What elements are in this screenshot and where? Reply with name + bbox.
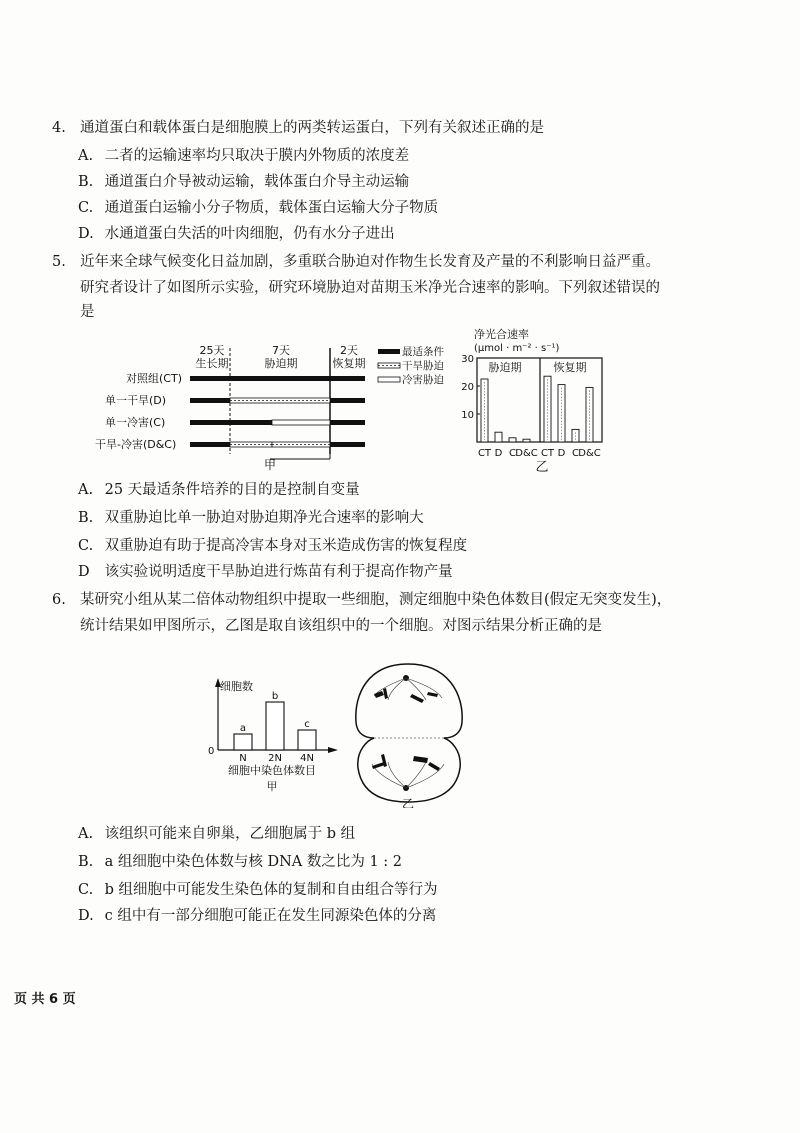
q5-figure-yi-chart	[452, 324, 627, 484]
legend-drought-swatch	[378, 363, 400, 368]
c-bar-recovery	[330, 420, 365, 425]
q5-option-b[interactable]: B. 双重胁迫比单一胁迫对胁迫期净光合速率的影响大	[78, 510, 424, 526]
q4-stem	[52, 118, 544, 138]
q5-option-a[interactable]: A. 25 天最适条件培养的目的是控制自变量	[78, 482, 360, 498]
legend-drought-label: 干旱胁迫	[402, 360, 444, 372]
d-bar-growth	[190, 398, 230, 403]
phase-1-name: 生长期	[195, 357, 229, 370]
group-label-d: 单一干旱(D)	[105, 394, 167, 407]
page-footer: 页 共 6 页	[14, 992, 76, 1007]
c-bar-growth	[190, 420, 230, 425]
phase-2-days: 7天	[272, 344, 290, 357]
y-tick-label-0: 10	[461, 410, 474, 421]
chart-ylabel: (μmol · m⁻² · s⁻¹)	[474, 343, 560, 354]
legend-optimal-swatch	[378, 349, 400, 354]
q4-number: 4.	[52, 120, 66, 136]
c-bar-optimal	[230, 420, 272, 425]
ct-bar	[190, 376, 365, 381]
x-tick-label-D&C-panel-1: D&C	[578, 448, 601, 459]
q6-stem-line-1: 6. 某研究小组从某二倍体动物组织中提取一些细胞，测定细胞中染色体数目(假定无突变发生)，	[52, 592, 672, 608]
q5-stem-line-3: 是	[80, 304, 95, 320]
chart-title: 净光合速率	[474, 328, 529, 341]
bar-label-a: a	[239, 723, 247, 734]
q4-option-b[interactable]: B. 通道蛋白介导被动运输，载体蛋白介导主动运输	[78, 174, 410, 190]
bar-a	[234, 734, 252, 750]
q6-number: 6.	[52, 592, 66, 608]
c-bar-cold	[272, 420, 330, 425]
origin-label: 0	[208, 746, 215, 757]
bar-label-c: c	[304, 719, 310, 730]
bar-label-b: b	[271, 691, 279, 702]
bar-c	[298, 730, 316, 750]
q5-option-d[interactable]: D 该实验说明适度干旱胁迫进行炼苗有利于提高作物产量	[78, 564, 453, 580]
figure-jia-caption: 甲	[263, 458, 277, 472]
legend-optimal-label: 最适条件	[402, 346, 444, 358]
x-tick-label-CT-panel-1: CT	[540, 448, 555, 459]
y-tick-label-2: 30	[461, 354, 474, 365]
x-tick-2N: 2N	[268, 753, 282, 764]
phase-1-days: 25天	[199, 344, 225, 357]
dc-bar-growth	[190, 442, 230, 447]
x-tick-4N: 4N	[300, 753, 314, 764]
q5-number: 5.	[52, 254, 66, 270]
q6-stem-line-2: 统计结果如甲图所示，乙图是取自该组织中的一个细胞。对图示结果分析正确的是	[80, 618, 602, 634]
x-tick-label-D-panel-0: D	[494, 448, 503, 459]
legend-cold-label: 冷害胁迫	[402, 374, 444, 386]
q6-option-b[interactable]: B. a 组细胞中染色体数与核 DNA 数之比为 1 : 2	[78, 854, 403, 870]
q4-option-c[interactable]: C. 通道蛋白运输小分子物质，载体蛋白运输大分子物质	[78, 200, 439, 216]
group-label-c: 单一冷害(C)	[105, 416, 166, 429]
q6-option-c[interactable]: C. b 组细胞中可能发生染色体的复制和自由组合等行为	[78, 882, 438, 898]
x-tick-label-C-panel-1: C	[572, 448, 579, 459]
cell-caption: 乙	[401, 797, 415, 808]
q6-option-d[interactable]: D. c 组中有一部分细胞可能正在发生同源染色体的分离	[78, 908, 437, 924]
q6-option-a[interactable]: A. 该组织可能来自卵巢，乙细胞属于 b 组	[78, 826, 356, 842]
phase-3-days: 2天	[340, 344, 358, 357]
x-tick-label-CT-panel-0: CT	[477, 448, 492, 459]
chromosomes-bottom	[372, 754, 440, 771]
chart2-xlabel: 细胞中染色体数目	[228, 764, 316, 777]
chromosomes-top	[374, 688, 438, 703]
group-label-ct: 对照组(CT)	[126, 372, 182, 385]
dc-bar-recovery	[330, 442, 365, 447]
y-tick-label-1: 20	[461, 382, 474, 393]
d-bar-recovery	[330, 398, 365, 403]
chart2-ylabel: 细胞数	[220, 680, 253, 693]
q5-stem-line-2: 研究者设计了如图所示实验，研究环境胁迫对苗期玉米净光合速率的影响。下列叙述错误的	[80, 280, 660, 296]
q5-option-c[interactable]: C. 双重胁迫有助于提高冷害本身对玉米造成伤害的恢复程度	[78, 538, 468, 554]
legend-cold-swatch	[378, 377, 400, 382]
bar-D-panel-0	[495, 432, 502, 442]
q4-option-a[interactable]: A. 二者的运输速率均只取决于膜内外物质的浓度差	[78, 148, 410, 164]
panel-label-stress: 胁迫期	[488, 361, 522, 374]
chart2-caption: 甲	[266, 780, 278, 793]
q5-figure-jia	[95, 336, 450, 472]
x-tick-label-D-panel-1: D	[557, 448, 566, 459]
q6-figure-yi-cell	[350, 658, 470, 808]
bar-D&C-panel-0	[523, 439, 530, 442]
x-tick-N: N	[239, 753, 247, 764]
x-tick-label-D&C-panel-0: D&C	[515, 448, 538, 459]
group-label-dc: 干旱-冷害(D&C)	[95, 438, 177, 451]
x-axis-arrow	[328, 747, 338, 753]
panel-label-recovery: 恢复期	[553, 361, 587, 374]
q4-option-d[interactable]: D. 水通道蛋白失活的叶肉细胞，仍有水分子进出	[78, 226, 395, 242]
x-tick-label-C-panel-0: C	[509, 448, 516, 459]
phase-3-name: 恢复期	[332, 357, 366, 370]
chart-caption: 乙	[535, 460, 549, 475]
bar-C-panel-0	[509, 438, 516, 442]
q5-stem-line-1: 5. 近年来全球气候变化日益加剧，多重联合胁迫对作物生长发育及产量的不利影响日益严重。	[52, 254, 660, 270]
q6-figure-jia-chart	[204, 672, 344, 802]
bar-b	[266, 702, 284, 750]
q4-stem-text: 通道蛋白和载体蛋白是细胞膜上的两类转运蛋白，下列有关叙述正确的是	[80, 120, 544, 136]
cell-membrane	[356, 664, 462, 802]
phase-2-name: 胁迫期	[264, 357, 298, 370]
